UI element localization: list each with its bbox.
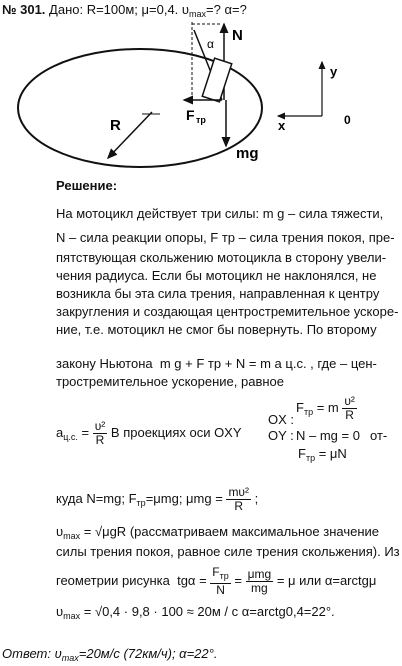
kuda-mid: =μmg; μmg = — [145, 490, 223, 506]
tg-mid-den: mg — [251, 581, 268, 595]
given-text: Дано: R=100м; μ=0,4. υ — [49, 2, 190, 17]
tg-num: F — [212, 565, 220, 579]
vmax-formula: = √μgR — [83, 524, 127, 539]
solution-line-3: пятствующая скольжению мотоцикла в сторону увели- — [56, 250, 387, 265]
motorcycle-body — [202, 58, 231, 102]
ox-equation: $F_{тр} = m$ $\frac{\text{υ²}}{R}$ — [296, 394, 355, 422]
label-Ftr: F — [186, 107, 195, 123]
geom-line: геометрии рисунка tgα = $\frac{F_{тр}}{N}$ = $\frac{\text{μmg}}{mg}$ = μ или α=arctgμ — [56, 565, 377, 597]
accel-fraction — [93, 420, 108, 447]
newton-line — [56, 356, 377, 372]
label-Ftr-sub: тр — [196, 115, 206, 125]
label-x: x — [278, 118, 286, 133]
solution-line-5: возникла бы эта сила трения, направленная к центру — [56, 286, 380, 301]
solution-line-2: N – сила реакции опоры, F тр – сила трения покоя, пре- — [56, 230, 395, 245]
ftr-eq-lhs: F — [298, 446, 306, 461]
ox-eq-den: R — [345, 408, 354, 422]
accel-sub: ц.с. — [63, 431, 78, 442]
accel-formula: $a_{ц.с.}$ = $\frac{\text{υ²}}{R}$ В проекциях оси OXY — [56, 419, 242, 447]
label-mg: mg — [236, 145, 259, 162]
answer-line — [2, 646, 217, 666]
newton-line-2: тростремительное ускорение, равное — [56, 374, 285, 389]
oy-label: OY : — [268, 428, 294, 443]
label-alpha: α — [207, 37, 214, 51]
solution-heading: Решение: — [56, 178, 118, 193]
vmax-numeric: $\upsilon_{max} = √0,4 \cdot 9,8 \cdot 100 \approx 20м / с$ α=arctg0,4=22°. — [56, 604, 335, 621]
tg-rest: = μ или α=arctgμ — [276, 572, 377, 588]
oy-equation: N – mg = 0 — [296, 428, 360, 443]
label-R: R — [110, 117, 121, 134]
newton-suffix: – цен- — [340, 356, 377, 371]
ox-eq-lhs: F — [296, 399, 304, 415]
newton-equation: m g + F тр + N = m a ц.с. , где — [159, 356, 337, 371]
accel-den: R — [95, 433, 105, 447]
friction-equation: $F_{тр} = \mu N$ — [298, 446, 347, 463]
sily-line: силы трения покоя, равное силе трения скольжения). Из — [56, 544, 400, 559]
kuda-text: куда N=mg; F — [56, 490, 137, 506]
tg-text: tgα = — [177, 572, 207, 588]
vmax-num: = √0,4 · 9,8 · 100 ≈ 20м / с α=arctg0,4=22°. — [83, 604, 335, 619]
vmax-line: $\upsilon_{max} = √\mu gR$ (рассматриваем максимальное значение — [56, 524, 380, 541]
geom-text: геометрии рисунка — [56, 572, 170, 588]
kuda-num: mυ² — [228, 485, 249, 499]
accel-num: υ² — [94, 419, 106, 433]
newton-prefix: закону Ньютона — [56, 356, 153, 371]
kuda-line: куда N=mg; $F_{тр}=\mu mg$; μmg = $\frac{\text{mυ²}}{R}$ ; — [56, 485, 259, 513]
label-N: N — [232, 27, 243, 44]
answer-text: Ответ: υ — [2, 646, 62, 661]
ot-text: от- — [370, 428, 388, 443]
solution-line-1: На мотоцикл действует три силы: m g – сила тяжести, — [56, 206, 384, 221]
problem-number: № 301. — [2, 2, 46, 17]
ftr-eq-rhs: = μN — [318, 446, 347, 461]
answer-rest: =20м/с (72км/ч); α=22°. — [78, 646, 218, 661]
solution-line-4: чения радиуса. Если бы мотоцикл не наклонялся, не — [56, 268, 377, 283]
projection-text: В проекциях оси OXY — [110, 424, 242, 440]
tg-mid-num: μmg — [247, 567, 272, 581]
vmax-text: (рассматриваем максимальное значение — [129, 524, 380, 539]
tg-den: N — [216, 583, 225, 597]
solution-line-6: закругления и создающая центростремительное ускоре- — [56, 304, 399, 319]
ox-eq-num: υ² — [344, 394, 355, 408]
solution-line-7: ние, т.е. мотоцикл не смог бы повернуть. По второму — [56, 322, 377, 337]
kuda-den: R — [234, 499, 244, 513]
ox-label: OX : — [268, 412, 295, 427]
label-origin: 0 — [344, 113, 351, 127]
answer-sub: max — [61, 653, 79, 663]
given-rest: =? α=? — [206, 2, 247, 17]
motorcycle-figure — [0, 0, 402, 175]
label-y: y — [330, 64, 338, 79]
given-sub: max — [189, 9, 207, 19]
accel-lhs: a — [56, 424, 64, 440]
